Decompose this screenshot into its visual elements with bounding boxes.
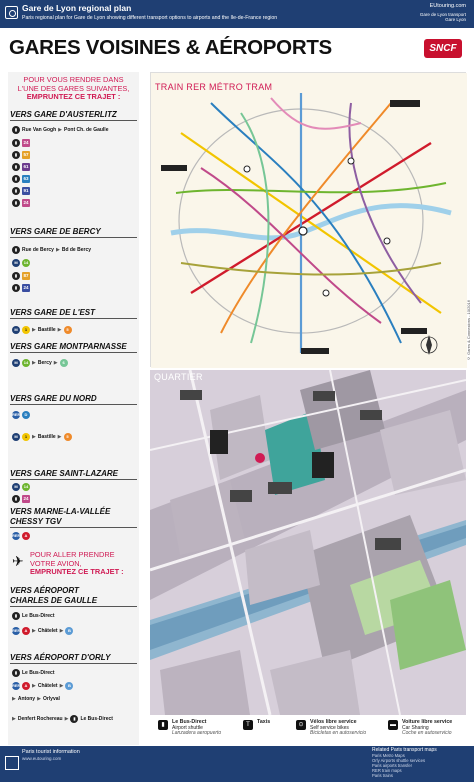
legend-velo-sub2: Bicicletas en autoservicio: [310, 730, 367, 737]
bus-icon: ▮: [12, 139, 20, 147]
metro-line-1-badge: 1: [22, 433, 30, 441]
footer-related: [372, 748, 437, 778]
metro-icon: M: [12, 259, 20, 267]
footer-related-link[interactable]: Orly Airports shuttle services: [372, 758, 426, 763]
route-row: [12, 611, 137, 620]
copyright-text: © Gares & Connexions - 10/2016: [466, 300, 471, 362]
header-link-transport[interactable]: Gare de Lyon transport: [419, 12, 466, 17]
top-bar: [0, 0, 474, 28]
car-icon: ▬: [390, 722, 396, 728]
route-stop: Bastille: [37, 433, 56, 440]
legend-taxi: [246, 719, 271, 728]
metro-map-graphic: [151, 73, 467, 368]
bus-line-badge: 24: [23, 139, 29, 145]
route-row: [12, 198, 137, 207]
metro-line-1-badge: 1: [22, 326, 30, 334]
route-row: [12, 714, 137, 723]
bus-icon: ▮: [12, 151, 20, 159]
footer-site-link[interactable]: www.eutouring.com: [22, 755, 62, 761]
route-panel: [8, 72, 139, 745]
bus-line-badge: 24: [23, 495, 29, 501]
airport-intro-line-1: POUR ALLER PRENDRE: [30, 550, 115, 559]
arrow-icon: ▶: [57, 433, 62, 440]
bus-line-badge: 61: [23, 163, 29, 169]
arrow-icon: ▶: [12, 695, 16, 702]
metro-icon: M: [12, 483, 20, 491]
route-row: [12, 245, 137, 254]
route-stop: Le Bus-Direct: [80, 715, 113, 722]
section-cdg: VERS AÉROPORT: [10, 586, 79, 595]
bus-line-badge: 24: [23, 284, 29, 290]
intro-line-3: EMPRUNTEZ CE TRAJET :: [26, 92, 121, 102]
eutouring-footer-logo-icon: [5, 756, 19, 770]
route-row: [12, 494, 137, 503]
arrow-icon: ▶: [58, 126, 63, 133]
route-row: [12, 138, 137, 147]
route-stop: Bd de Bercy: [61, 246, 92, 253]
bus-icon: ▮: [12, 284, 20, 292]
section-est: VERS GARE DE L'EST: [10, 308, 137, 319]
bus-icon: ▮: [12, 272, 20, 280]
metro-map[interactable]: [150, 72, 466, 367]
bus-line-badge: 24: [23, 199, 29, 205]
arrow-icon: ▶: [32, 682, 36, 689]
airport-intro-line-3: EMPRUNTEZ CE TRAJET :: [30, 567, 124, 577]
rer-b-badge: B: [65, 627, 73, 635]
bus-icon: ▮: [12, 246, 20, 254]
airport-intro: [30, 551, 135, 577]
legend-bus: [161, 719, 222, 737]
airport-intro-line-2: VOTRE AVION,: [30, 558, 82, 568]
quartier-map-graphic: [150, 370, 466, 715]
footer-related-title: Related Paris transport maps: [372, 747, 437, 753]
route-row: [12, 258, 137, 267]
footer-related-link[interactable]: Paris Metro Maps: [372, 753, 405, 758]
rer-d-badge: D: [22, 411, 30, 419]
route-row: [12, 432, 137, 441]
arrow-icon: ▶: [12, 715, 16, 722]
arrow-icon: ▶: [57, 326, 62, 333]
route-row: [12, 271, 137, 280]
route-row: [12, 531, 137, 540]
bus-icon: ▮: [12, 187, 20, 195]
bus-icon: ▮: [12, 612, 20, 620]
bus-shuttle-icon: ▮: [158, 720, 168, 730]
footer-related-link[interactable]: RER train maps: [372, 768, 402, 773]
metro-icon: M: [12, 359, 20, 367]
bus-icon: ▮: [12, 199, 20, 207]
quartier-map-label: QUARTIER: [154, 372, 203, 382]
section-marne: VERS MARNE-LA-VALLÉE: [10, 507, 111, 516]
route-stop: Bastille: [37, 326, 56, 333]
route-stop: Pont Ch. de Gaulle: [64, 126, 109, 133]
arrow-icon: ▶: [59, 682, 64, 689]
arrow-icon: ▶: [53, 359, 58, 366]
metro-icon: M: [12, 326, 20, 334]
route-row: [12, 694, 137, 703]
legend-velo-title: Vélos libre service: [310, 719, 357, 725]
header-links: [420, 12, 466, 22]
route-stop: Châtelet: [37, 682, 58, 689]
section-montparnasse: VERS GARE MONTPARNASSE: [10, 342, 137, 353]
route-row: [12, 325, 137, 334]
bus-line-badge: 91: [23, 187, 29, 193]
route-stop: Rue Van Gogh: [22, 126, 57, 133]
legend-voiture-sub1: Car Sharing: [402, 724, 429, 731]
route-row: [12, 125, 137, 134]
route-stop: Denfert Rochereau: [17, 715, 63, 722]
bus-line-badge: 63: [23, 175, 29, 181]
rer-icon: RER: [12, 627, 21, 633]
map-legend: [150, 716, 466, 746]
route-row: [12, 150, 137, 159]
rer-icon: RER: [12, 411, 21, 417]
header-subtitle: Paris regional plan for Gare de Lyon showing different transport options to airports and the Ile-de-France region: [22, 15, 278, 21]
section-marne-2: CHESSY TGV: [10, 517, 137, 528]
arrow-icon: ▶: [37, 695, 41, 702]
route-row: [12, 186, 137, 195]
header-site-link[interactable]: EUtouring.com: [429, 3, 466, 9]
rer-a-badge: A: [22, 627, 30, 635]
metro-line-6-badge: 6: [60, 359, 68, 367]
footer-related-link[interactable]: Paris trains: [372, 773, 393, 778]
page-title: GARES VOISINES & AÉROPORTS: [9, 36, 332, 59]
rer-a-badge: A: [22, 682, 30, 690]
route-row: [12, 626, 137, 635]
route-row: [12, 162, 137, 171]
footer: [0, 746, 474, 782]
route-row: [12, 482, 137, 491]
metro-line-5-badge: 5: [64, 326, 72, 334]
legend-velo: [298, 719, 367, 737]
rer-b-badge: B: [65, 682, 73, 690]
section-saint-lazare: VERS GARE SAINT-LAZARE: [10, 469, 137, 480]
route-stop: Bercy: [37, 359, 52, 366]
intro-line-2: L'UNE DES GARES SUIVANTES,: [17, 83, 130, 93]
arrow-icon: ▶: [55, 246, 60, 253]
section-austerlitz: VERS GARE D'AUSTERLITZ: [10, 110, 137, 121]
bus-icon: ▮: [12, 163, 20, 171]
arrow-icon: ▶: [32, 326, 36, 333]
legend-taxi-title: Taxis: [257, 719, 271, 725]
legend-voiture-title: Voiture libre service: [402, 719, 453, 725]
arrow-icon: ▶: [59, 627, 64, 634]
route-stop: Orlyval: [42, 695, 60, 702]
footer-related-link[interactable]: Paris airports transfer: [372, 763, 413, 768]
bus-icon: ▮: [12, 126, 20, 134]
metro-icon: M: [12, 433, 20, 441]
route-row: [12, 174, 137, 183]
rer-icon: RER: [12, 682, 21, 688]
rer-icon: RER: [12, 532, 21, 538]
route-row: [12, 668, 137, 677]
intro-text: [12, 76, 135, 102]
header-title: Gare de Lyon regional plan: [22, 3, 132, 13]
section-bercy: VERS GARE DE BERCY: [10, 227, 137, 238]
airplane-icon: ✈: [12, 553, 24, 569]
header-link-lyon[interactable]: Gare Lyon: [445, 17, 466, 22]
footer-left: [22, 750, 80, 761]
metro-line-14-badge: 14: [23, 483, 29, 489]
route-stop: Châtelet: [37, 627, 58, 634]
route-stop: Le Bus-Direct: [22, 669, 55, 676]
legend-bus-sub1: Airport shuttle: [172, 724, 203, 731]
bus-icon: ▮: [70, 715, 78, 723]
rer-a-badge: A: [22, 532, 30, 540]
arrow-icon: ▶: [32, 433, 36, 440]
eutouring-logo-icon[interactable]: [5, 6, 18, 19]
legend-voiture-sub2: Coche en autoservicio: [402, 730, 452, 737]
legend-bus-sub2: Lanzadera aeropuerto: [172, 730, 222, 737]
legend-bus-title: Le Bus-Direct: [172, 719, 207, 725]
legend-velo-sub1: Self service bikes: [310, 724, 349, 731]
section-orly: VERS AÉROPORT D'ORLY: [10, 653, 137, 664]
section-cdg-2: CHARLES DE GAULLE: [10, 596, 137, 607]
bus-icon: ▮: [12, 669, 20, 677]
intro-line-1: POUR VOUS RENDRE DANS: [23, 75, 124, 84]
arrow-icon: ▶: [64, 715, 69, 722]
route-row: [12, 358, 137, 367]
bus-line-badge: 57: [23, 151, 29, 157]
bus-line-badge: 87: [23, 272, 29, 278]
sncf-logo: SNCF: [424, 39, 462, 58]
footer-tourist-info[interactable]: Paris tourist information: [22, 749, 80, 755]
route-stop: Rue de Bercy: [22, 246, 54, 253]
bus-icon: ▮: [12, 495, 20, 503]
route-stop: Le Bus-Direct: [22, 612, 55, 619]
arrow-icon: ▶: [32, 627, 36, 634]
route-stop: Antony: [17, 695, 36, 702]
metro-line-14-badge: 14: [23, 359, 29, 365]
section-nord: VERS GARE DU NORD: [10, 394, 137, 405]
route-row: [12, 410, 137, 419]
metro-line-5-badge: 5: [64, 433, 72, 441]
metro-line-14-badge: 14: [23, 259, 29, 265]
metro-map-label: TRAIN RER MÉTRO TRAM: [155, 82, 273, 92]
taxi-icon: T: [243, 720, 253, 730]
bus-icon: ▮: [12, 175, 20, 183]
arrow-icon: ▶: [32, 359, 36, 366]
route-row: [12, 283, 137, 292]
quartier-map[interactable]: [150, 370, 466, 715]
route-row: [12, 681, 137, 690]
legend-voiture: [390, 719, 453, 737]
bike-icon: ⊙: [296, 720, 306, 730]
